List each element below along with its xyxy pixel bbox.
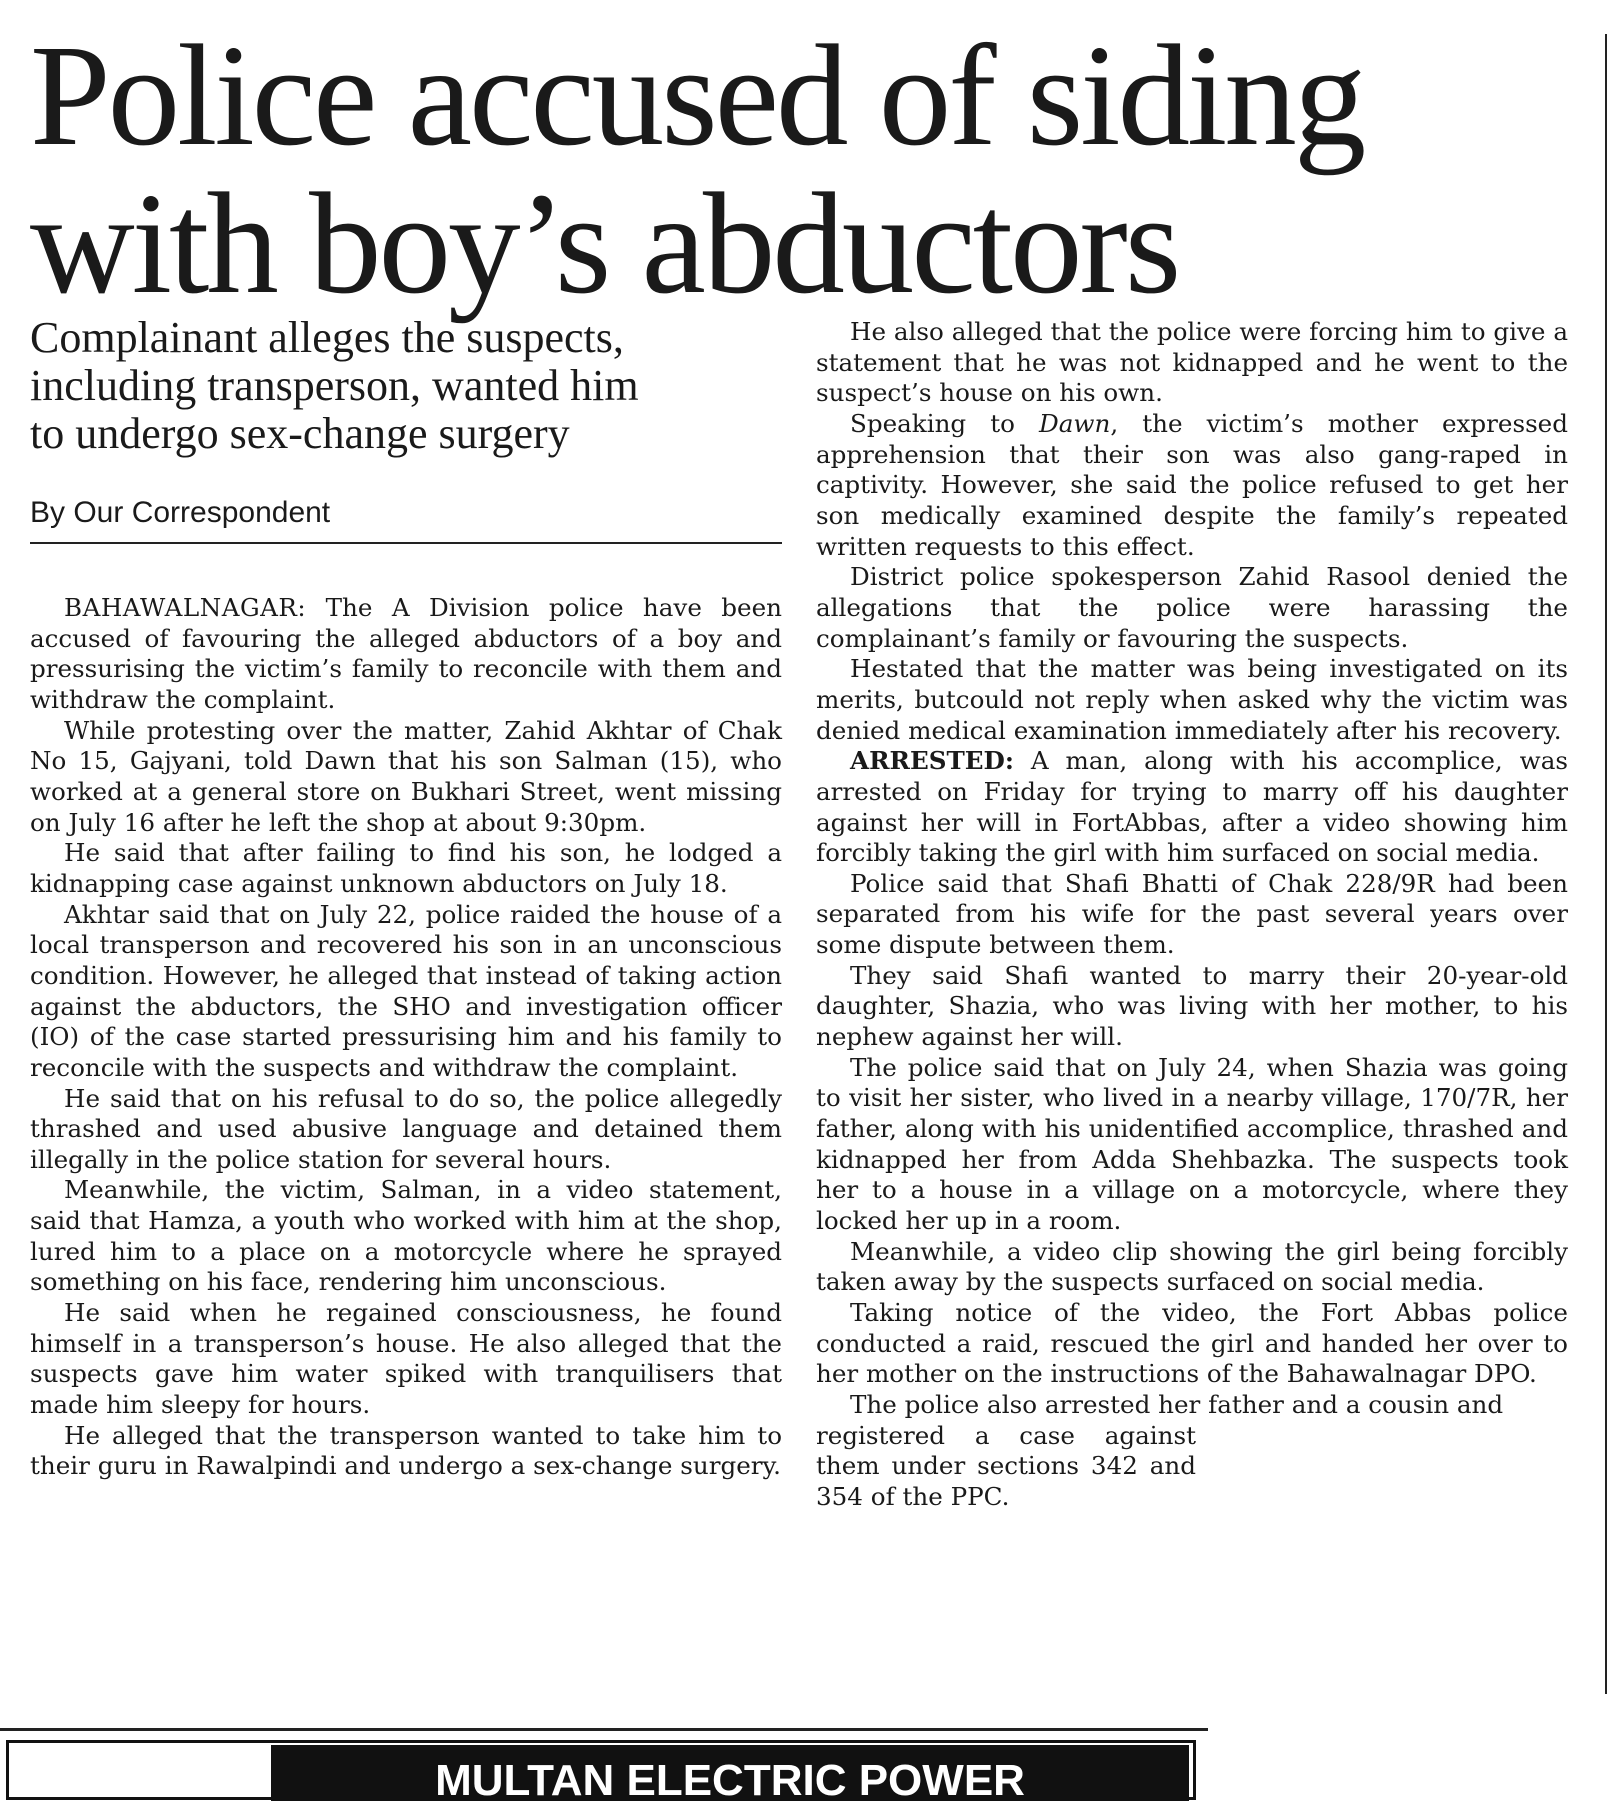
article-paragraph: Meanwhile, a video clip showing the girl being forcibly taken away by the suspects surfaced on social media. bbox=[816, 1236, 1568, 1297]
article-paragraph: The police said that on July 24, when Shazia was going to visit her sister, who lived in a nearby village, 170/7R, her father, along with his unidentified accomplice, thrashed and kidnapped her from Adda Shehbazka. The suspects took her to a house in a village on a motorcycle, where they locked her up in a room. bbox=[816, 1052, 1568, 1236]
crosshead: ARRESTED: bbox=[850, 746, 1014, 776]
article-column-right bbox=[816, 317, 1568, 1513]
article-paragraph: While protesting over the matter, Zahid Akhtar of Chak No 15, Gajyani, told Dawn that his son Salman (15), who worked at a general store on Bukhari Street, went missing on July 16 after he left the shop at about 9:30pm. bbox=[30, 715, 782, 837]
article-paragraph: Taking notice of the video, the Fort Abbas police conducted a raid, rescued the girl and handed her over to her mother on the instructions of the Bahawalnagar DPO. bbox=[816, 1298, 1568, 1389]
publication-name: Dawn bbox=[1039, 408, 1111, 438]
article-paragraph bbox=[816, 409, 1568, 562]
subheadline-line-3: to undergo sex-change surgery bbox=[30, 409, 570, 458]
article-paragraph: District police spokesperson Zahid Rasool denied the allegations that the police were harassing the complainant’s family or favouring the suspects. bbox=[816, 562, 1568, 653]
dateline: BAHAWALNAGAR: bbox=[64, 593, 307, 622]
article-paragraph: He said that on his refusal to do so, the police allegedly thrashed and used abusive language and detained them illegally in the police station for several hours. bbox=[30, 1083, 782, 1174]
article-paragraph bbox=[30, 593, 782, 716]
column-rule-right bbox=[1605, 34, 1607, 1694]
advertisement-box bbox=[6, 1740, 1196, 1800]
headline-line-1: Police accused of siding bbox=[30, 16, 1364, 176]
paragraph-text: The A Division police have been accused of favouring the alleged abductors of a boy and pressurising the victim’s family to reconcile with them and withdraw the complaint. bbox=[30, 593, 782, 714]
article-paragraph: Hestated that the matter was being investigated on its merits, butcould not reply when asked why the victim was denied medical examination immediately after his recovery. bbox=[816, 654, 1568, 745]
subheadline bbox=[30, 314, 790, 458]
article-paragraph: Meanwhile, the victim, Salman, in a video statement, said that Hamza, a youth who worked with him at the shop, lured him to a place on a motorcycle where he sprayed something on his face, rendering him unconscious. bbox=[30, 1175, 782, 1297]
subheadline-line-1: Complainant alleges the suspects, bbox=[30, 313, 624, 362]
paragraph-text: , the victim’s mother expressed apprehension that their son was also gang-raped in captivity. However, she said the police refused to get her son medically examined despite the family’s repeated written requests to this effect. bbox=[816, 408, 1568, 561]
article-paragraph bbox=[816, 746, 1568, 869]
paragraph-text: A man, along with his accomplice, was arrested on Friday for trying to marry off his daughter against her will in FortAbbas, after a video showing him forcibly taking the girl with him surfaced on social media. bbox=[816, 746, 1568, 868]
subheadline-line-2: including transperson, wanted him bbox=[30, 361, 639, 410]
article-paragraph: Police said that Shafi Bhatti of Chak 228/9R had been separated from his wife for the past several years over some dispute between them. bbox=[816, 868, 1568, 960]
headline-line-2: with boy’s abductors bbox=[30, 164, 1179, 324]
article-column-left bbox=[30, 593, 782, 1482]
article-paragraph-continued: registered a case against them under sections 342 and 354 of the PPC. bbox=[816, 1420, 1196, 1511]
article-paragraph: He said that after failing to find his son, he lodged a kidnapping case against unknown abductors on July 18. bbox=[30, 838, 782, 898]
advertisement-banner: MULTAN ELECTRIC POWER bbox=[271, 1745, 1189, 1801]
article-paragraph: He alleged that the transperson wanted to take him to their guru in Rawalpindi and undergo a sex-change surgery. bbox=[30, 1420, 782, 1481]
article-paragraph: Akhtar said that on July 22, police raided the house of a local transperson and recovered his son in an unconscious condition. However, he alleged that instead of taking action against the abductors, the SHO and investigation officer (IO) of the case started pressurising him and his family to reconcile with the suspects and withdraw the complaint. bbox=[30, 899, 782, 1082]
article-paragraph: He said when he regained consciousness, he found himself in a transperson’s house. He also alleged that the suspects gave him water spiked with tranquilisers that made him sleepy for hours. bbox=[30, 1298, 782, 1420]
page-bottom-rule bbox=[0, 1728, 1208, 1731]
paragraph-text: Speaking to bbox=[850, 408, 1040, 438]
byline-divider bbox=[30, 542, 782, 544]
headline bbox=[30, 16, 1530, 324]
article-paragraph: They said Shafi wanted to marry their 20-year-old daughter, Shazia, who was living with her mother, to his nephew against her will. bbox=[816, 960, 1568, 1052]
article-paragraph: The police also arrested her father and a cousin and bbox=[850, 1389, 1504, 1419]
byline: By Our Correspondent bbox=[30, 496, 331, 529]
article-paragraph: He also alleged that the police were forcing him to give a statement that he was not kidnapped and he went to the suspect’s house on his own. bbox=[816, 317, 1568, 408]
